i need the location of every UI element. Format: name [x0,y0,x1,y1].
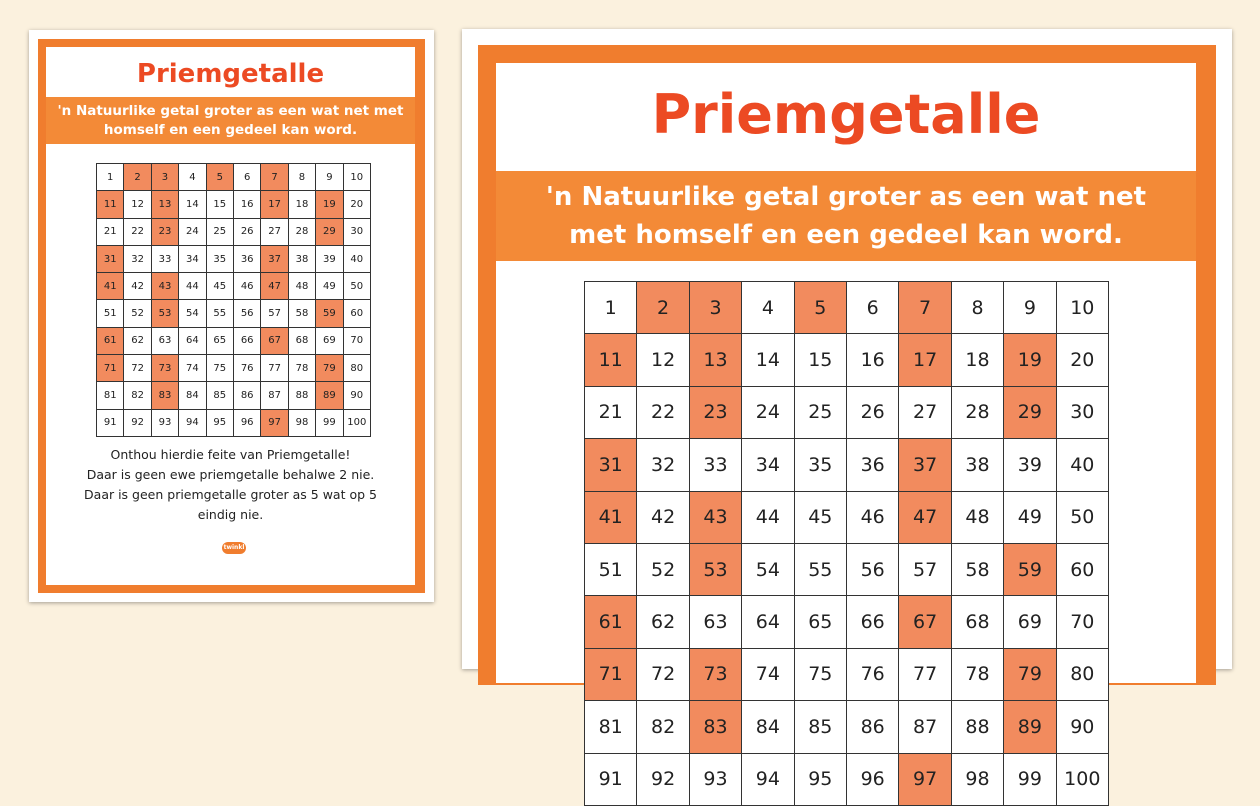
number-cell: 24 [742,387,794,439]
number-cell: 95 [207,410,234,437]
number-cell: 72 [637,649,689,701]
number-cell: 30 [1057,387,1109,439]
number-cell: 20 [1057,334,1109,386]
number-cell: 55 [207,300,234,327]
number-cell: 34 [742,439,794,491]
number-cell: 75 [795,649,847,701]
number-cell: 81 [585,701,637,753]
number-cell: 39 [316,246,343,273]
number-cell: 78 [289,355,316,382]
number-cell: 16 [847,334,899,386]
logo-badge: twinkl [222,542,246,554]
number-cell: 76 [234,355,261,382]
number-cell: 42 [124,273,151,300]
poster-frame-zoom [478,45,1216,791]
number-cell: 80 [1057,649,1109,701]
definition-band [46,97,415,144]
number-cell: 85 [795,701,847,753]
prime-cell: 73 [152,355,179,382]
prime-cell: 59 [1004,544,1056,596]
number-cell: 82 [124,382,151,409]
prime-cell: 79 [316,355,343,382]
number-cell: 91 [585,754,637,806]
number-cell: 86 [234,382,261,409]
number-cell: 90 [344,382,371,409]
number-cell: 74 [742,649,794,701]
number-cell: 45 [207,273,234,300]
number-cell: 24 [179,219,206,246]
number-cell: 33 [690,439,742,491]
number-cell: 9 [316,164,343,191]
number-cell: 48 [952,492,1004,544]
number-cell: 8 [289,164,316,191]
number-cell: 93 [152,410,179,437]
prime-cell: 37 [261,246,288,273]
number-cell: 63 [152,328,179,355]
number-cell: 55 [795,544,847,596]
number-cell: 76 [847,649,899,701]
number-cell: 34 [179,246,206,273]
number-cell: 99 [1004,754,1056,806]
prime-cell: 89 [1004,701,1056,753]
number-cell: 8 [952,282,1004,334]
prime-cell: 7 [261,164,288,191]
number-cell: 75 [207,355,234,382]
number-cell: 20 [344,191,371,218]
prime-cell: 19 [316,191,343,218]
number-cell: 38 [289,246,316,273]
number-cell: 45 [795,492,847,544]
number-cell: 92 [637,754,689,806]
number-cell: 95 [795,754,847,806]
number-cell: 96 [234,410,261,437]
prime-cell: 29 [316,219,343,246]
number-cell: 84 [742,701,794,753]
number-cell: 68 [289,328,316,355]
prime-cell: 53 [690,544,742,596]
number-cell: 1 [97,164,124,191]
number-cell: 81 [97,382,124,409]
number-cell: 72 [124,355,151,382]
number-cell: 18 [952,334,1004,386]
number-cell: 9 [1004,282,1056,334]
hundred-chart [96,163,371,437]
number-cell: 54 [742,544,794,596]
number-cell: 69 [316,328,343,355]
number-cell: 35 [795,439,847,491]
prime-cell: 79 [1004,649,1056,701]
number-cell: 50 [344,273,371,300]
number-cell: 70 [1057,596,1109,648]
number-cell: 16 [234,191,261,218]
number-cell: 32 [124,246,151,273]
number-cell: 25 [795,387,847,439]
prime-cell: 7 [899,282,951,334]
number-cell: 14 [179,191,206,218]
prime-cell: 13 [690,334,742,386]
prime-cell: 31 [97,246,124,273]
number-cell: 4 [179,164,206,191]
prime-cell: 23 [152,219,179,246]
prime-cell: 53 [152,300,179,327]
number-cell: 86 [847,701,899,753]
prime-cell: 61 [97,328,124,355]
number-cell: 66 [847,596,899,648]
number-cell: 42 [637,492,689,544]
number-cell: 65 [795,596,847,648]
prime-cell: 43 [152,273,179,300]
number-cell: 85 [207,382,234,409]
number-cell: 93 [690,754,742,806]
number-cell: 99 [316,410,343,437]
prime-cell: 43 [690,492,742,544]
number-cell: 28 [952,387,1004,439]
prime-cell: 97 [899,754,951,806]
hundred-chart-zoom [584,281,1109,806]
number-cell: 40 [1057,439,1109,491]
prime-cell: 61 [585,596,637,648]
number-cell: 52 [637,544,689,596]
number-cell: 63 [690,596,742,648]
note-3: Daar is geen priemgetalle groter as 5 wat op 5 eindig nie. [84,487,377,522]
number-cell: 10 [1057,282,1109,334]
number-cell: 33 [152,246,179,273]
twinkl-logo [222,542,246,556]
number-cell: 78 [952,649,1004,701]
number-cell: 12 [637,334,689,386]
number-cell: 6 [234,164,261,191]
note-2: Daar is geen ewe priemgetalle behalwe 2 nie. [86,467,375,482]
prime-cell: 2 [124,164,151,191]
number-cell: 30 [344,219,371,246]
prime-cell: 5 [207,164,234,191]
number-cell: 77 [261,355,288,382]
number-cell: 64 [742,596,794,648]
prime-cell: 83 [152,382,179,409]
number-cell: 44 [179,273,206,300]
prime-cell: 37 [899,439,951,491]
number-cell: 54 [179,300,206,327]
poster-title: Priemgetalle [136,59,325,89]
prime-cell: 47 [899,492,951,544]
number-cell: 70 [344,328,371,355]
prime-cell: 97 [261,410,288,437]
number-cell: 80 [344,355,371,382]
number-cell: 51 [585,544,637,596]
poster-inner [46,47,415,585]
number-cell: 1 [585,282,637,334]
prime-cell: 67 [899,596,951,648]
number-cell: 68 [952,596,1004,648]
number-cell: 82 [637,701,689,753]
prime-cell: 71 [585,649,637,701]
note-1: Onthou hierdie feite van Priemgetalle! [110,447,351,462]
prime-cell: 71 [97,355,124,382]
prime-cell: 11 [97,191,124,218]
number-cell: 26 [234,219,261,246]
number-cell: 6 [847,282,899,334]
prime-cell: 47 [261,273,288,300]
number-cell: 92 [124,410,151,437]
number-cell: 18 [289,191,316,218]
number-cell: 21 [585,387,637,439]
prime-cell: 19 [1004,334,1056,386]
number-cell: 56 [847,544,899,596]
number-cell: 58 [289,300,316,327]
number-cell: 90 [1057,701,1109,753]
prime-cell: 31 [585,439,637,491]
number-cell: 4 [742,282,794,334]
number-cell: 100 [1057,754,1109,806]
number-cell: 27 [899,387,951,439]
number-cell: 15 [207,191,234,218]
number-cell: 62 [124,328,151,355]
number-cell: 25 [207,219,234,246]
number-cell: 28 [289,219,316,246]
number-cell: 98 [952,754,1004,806]
number-cell: 62 [637,596,689,648]
poster-frame [38,39,425,593]
number-cell: 60 [344,300,371,327]
definition-band-zoom [496,171,1196,261]
number-cell: 10 [344,164,371,191]
number-cell: 12 [124,191,151,218]
poster-thumbnail[interactable] [29,30,434,602]
number-cell: 88 [952,701,1004,753]
number-cell: 26 [847,387,899,439]
poster-title-zoom: Priemgetalle [651,83,1041,146]
number-cell: 56 [234,300,261,327]
number-cell: 84 [179,382,206,409]
number-cell: 66 [234,328,261,355]
number-cell: 27 [261,219,288,246]
number-cell: 36 [234,246,261,273]
prime-cell: 41 [585,492,637,544]
number-cell: 40 [344,246,371,273]
prime-cell: 17 [899,334,951,386]
prime-cell: 13 [152,191,179,218]
prime-cell: 11 [585,334,637,386]
number-cell: 22 [637,387,689,439]
prime-cell: 73 [690,649,742,701]
notes [46,445,415,525]
number-cell: 98 [289,410,316,437]
number-cell: 91 [97,410,124,437]
prime-cell: 83 [690,701,742,753]
number-cell: 15 [795,334,847,386]
prime-cell: 5 [795,282,847,334]
prime-cell: 59 [316,300,343,327]
number-cell: 77 [899,649,951,701]
number-cell: 57 [261,300,288,327]
number-cell: 87 [899,701,951,753]
number-cell: 50 [1057,492,1109,544]
prime-cell: 89 [316,382,343,409]
poster-zoom [462,29,1232,791]
number-cell: 32 [637,439,689,491]
number-cell: 74 [179,355,206,382]
number-cell: 94 [742,754,794,806]
definition-text: 'n Natuurlike getal groter as een wat net met homself en een gedeel kan word. [57,102,404,138]
number-cell: 49 [1004,492,1056,544]
number-cell: 100 [344,410,371,437]
number-cell: 60 [1057,544,1109,596]
number-cell: 88 [289,382,316,409]
prime-cell: 67 [261,328,288,355]
number-cell: 57 [899,544,951,596]
number-cell: 36 [847,439,899,491]
number-cell: 51 [97,300,124,327]
number-cell: 14 [742,334,794,386]
number-cell: 46 [234,273,261,300]
number-cell: 64 [179,328,206,355]
prime-cell: 17 [261,191,288,218]
number-cell: 21 [97,219,124,246]
number-cell: 65 [207,328,234,355]
number-cell: 46 [847,492,899,544]
number-cell: 48 [289,273,316,300]
poster-inner-zoom [496,63,1196,791]
number-cell: 52 [124,300,151,327]
prime-cell: 41 [97,273,124,300]
definition-text-zoom: 'n Natuurlike getal groter as een wat net met homself en een gedeel kan word. [545,182,1147,250]
number-cell: 87 [261,382,288,409]
number-cell: 35 [207,246,234,273]
prime-cell: 2 [637,282,689,334]
prime-cell: 29 [1004,387,1056,439]
prime-cell: 3 [152,164,179,191]
number-cell: 94 [179,410,206,437]
number-cell: 49 [316,273,343,300]
number-cell: 44 [742,492,794,544]
number-cell: 69 [1004,596,1056,648]
number-cell: 22 [124,219,151,246]
prime-cell: 3 [690,282,742,334]
number-cell: 58 [952,544,1004,596]
prime-cell: 23 [690,387,742,439]
number-cell: 96 [847,754,899,806]
number-cell: 38 [952,439,1004,491]
number-cell: 39 [1004,439,1056,491]
